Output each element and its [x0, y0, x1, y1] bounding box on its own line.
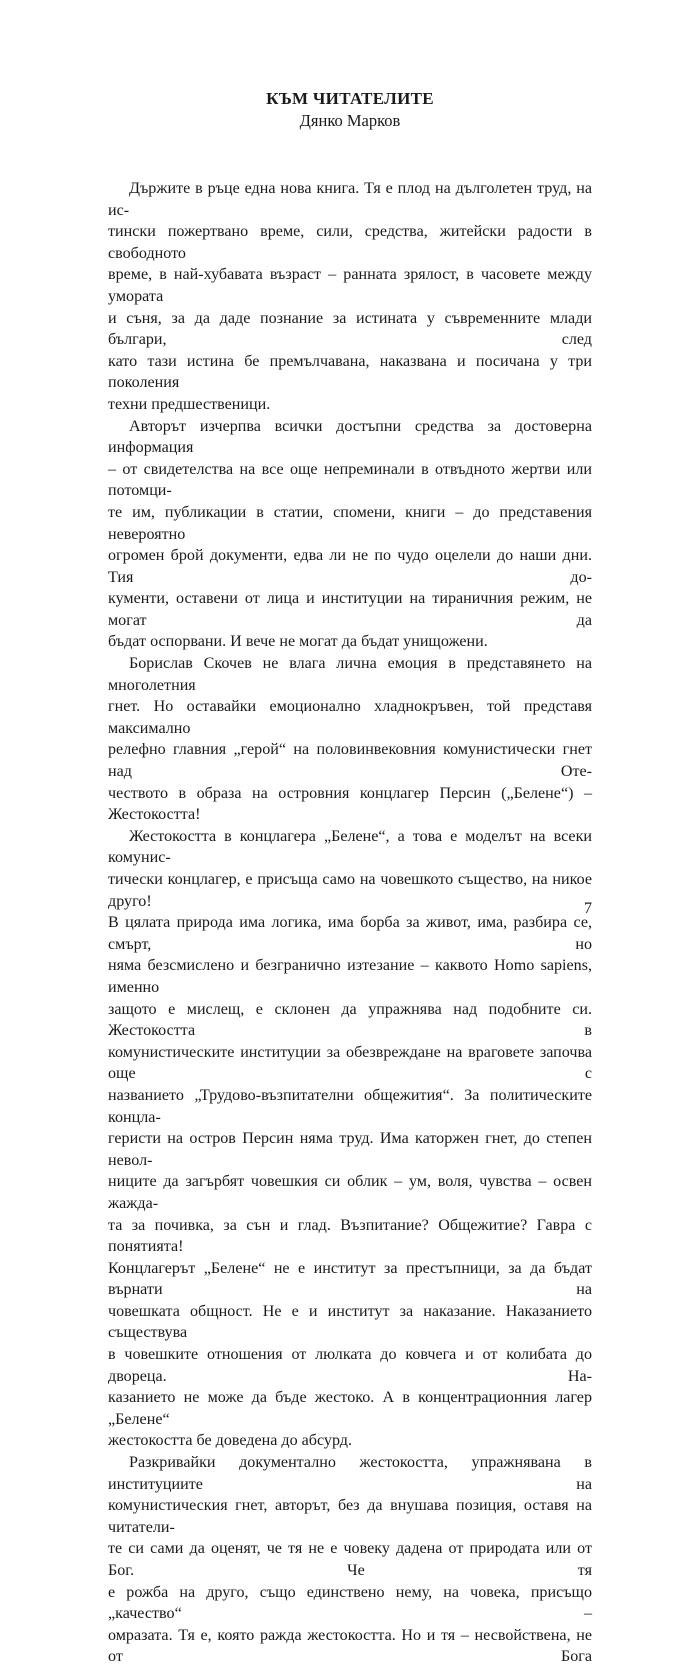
text-line: и съня, за да даде познание за истината у съвременните млади българи, след	[108, 309, 592, 349]
text-line: защото е мислещ, е склонен да упражнява над подобните си. Жестокостта в	[108, 1000, 592, 1040]
text-line: Борислав Скочев не влага лична емоция в представянето на многолетния	[108, 655, 592, 694]
text-line: Разкривайки документално жестокостта, упражнявана в институциите на	[108, 1454, 592, 1493]
text-line: като тази истина бе премълчавана, наказвана и посичана у три поколения	[108, 352, 592, 392]
text-line: кументи, оставени от лица и институции на тираничния режим, не могат да	[108, 590, 592, 629]
text-line: ниците да загърбят човешкия си облик – ум, воля, чувства – освен жажда-	[108, 1173, 592, 1212]
text-line: в човешките отношения от люлката до ковчега и от колибата до двореца. На-	[108, 1346, 592, 1385]
page-number: 7	[584, 900, 592, 917]
text-line: тически концлагер, е присъща само на човешкото същество, на никое друго!	[108, 871, 592, 910]
paragraph-4	[108, 826, 592, 1452]
text-line: е рожба на друго, също единствено нему, на човека, присъщо „качество“ –	[108, 1583, 592, 1623]
text-line: геристи на остров Персин няма труд. Има каторжен гнет, до степен невол-	[108, 1130, 592, 1169]
body-text	[108, 178, 592, 1668]
text-line: човешката общност. Не е и институт за наказание. Наказанието съществува	[108, 1302, 592, 1342]
text-line: техни предшественици.	[108, 395, 271, 413]
chapter-heading	[0, 88, 700, 132]
text-line: няма безсмислено и безгранично изтезание – каквото Homo sapiens, именно	[108, 957, 592, 996]
paragraph-3	[108, 653, 592, 826]
text-line: комунистическите институции за обезвреждане на враговете започва още с	[108, 1043, 592, 1083]
text-line: Държите в ръце една нова книга. Тя е плод на дълголетен труд, на ис-	[108, 180, 592, 219]
text-line: та за почивка, за сън и глад. Възпитание? Общежитие? Гавра с понятията!	[108, 1216, 592, 1256]
paragraph-5	[108, 1452, 592, 1668]
text-line: – от свидетелства на все още непреминали в отвъдното жертви или потомци-	[108, 460, 592, 500]
text-line: названието „Трудово-възпитателни общежития“. За политическите концла-	[108, 1086, 592, 1126]
text-line: те си сами да оценят, че тя не е човеку дадена от природата или от Бог. Че тя	[108, 1540, 592, 1579]
text-line: Жестокостта в концлагера „Белене“, а това е моделът на всеки комунис-	[108, 827, 592, 867]
text-line: релефно главния „герой“ на половинвековния комунистически гнет над Оте-	[108, 741, 592, 781]
text-line: огромен брой документи, едва ли не по чудо оцелели до наши дни. Тия до-	[108, 547, 592, 586]
text-line: чеството в образа на островния концлагер Персин („Белене“) – Жестокостта!	[108, 784, 592, 824]
text-line: комунистическия гнет, авторът, без да внушава позиция, оставя на читатели-	[108, 1497, 592, 1536]
text-line: Концлагерът „Белене“ не е институт за престъпници, за да бъдат върнати на	[108, 1259, 592, 1299]
text-line: омразата. Тя е, която ражда жестокостта. Но и тя – несвойствена, не от Бога	[108, 1626, 592, 1666]
text-line: Авторът изчерпва всички достъпни средства за достоверна информация	[108, 417, 592, 457]
text-line: гнет. Но оставайки емоционално хладнокръвен, той представя максимално	[108, 698, 592, 737]
text-line: жестокостта бе доведена до абсурд.	[108, 1432, 353, 1450]
text-line: тински пожертвано време, сили, средства, житейски радости в свободното	[108, 223, 592, 262]
paragraph-1	[108, 178, 592, 416]
text-line: В цялата природа има логика, има борба за живот, има, разбира се, смърт, но	[108, 914, 592, 953]
author-name: Дянко Марков	[299, 111, 401, 130]
chapter-title: КЪМ ЧИТАТЕЛИТЕ	[266, 89, 434, 108]
text-line: бъдат оспорвани. И вече не могат да бъдат унищожени.	[108, 633, 488, 651]
text-line: те им, публикации в статии, спомени, книги – до представения невероятно	[108, 503, 592, 543]
text-line: казанието не може да бъде жестоко. А в концентрационния лагер „Белене“	[108, 1389, 592, 1428]
text-line: време, в най-хубавата възраст – ранната зрялост, в часовете между умората	[108, 266, 592, 305]
paragraph-2	[108, 416, 592, 654]
